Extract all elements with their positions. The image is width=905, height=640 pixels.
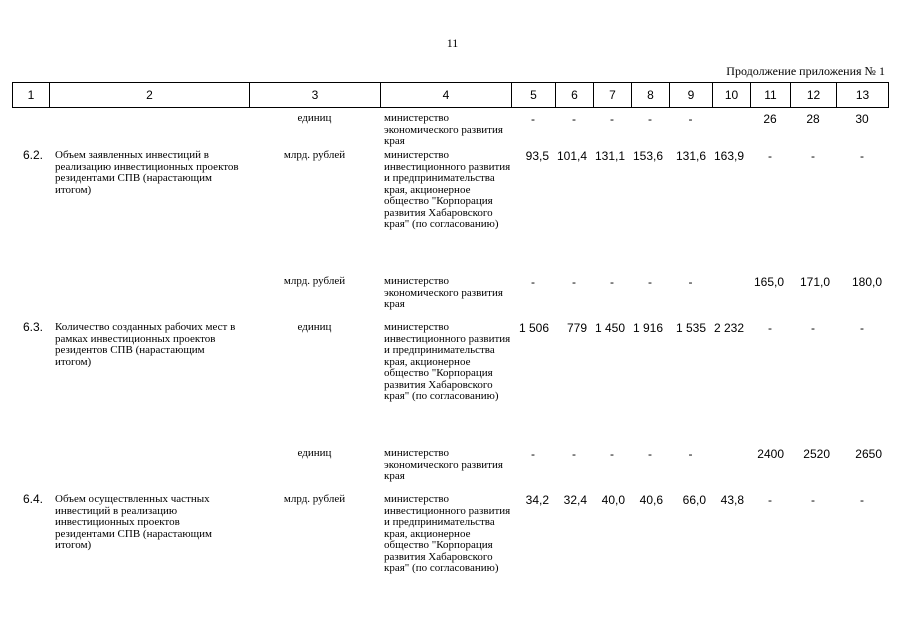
table-row bbox=[12, 492, 888, 614]
value-cell bbox=[712, 446, 750, 492]
header-cell: 3 bbox=[250, 83, 381, 108]
header-cell: 9 bbox=[670, 83, 713, 108]
header-cell: 11 bbox=[751, 83, 791, 108]
header-cell: 5 bbox=[512, 83, 556, 108]
value-cell: 2 232 bbox=[713, 321, 744, 335]
header-cell: 4 bbox=[381, 83, 512, 108]
unit-cell: млрд. рублей bbox=[283, 493, 346, 505]
indicator-name bbox=[49, 111, 249, 148]
header-cell: 7 bbox=[594, 83, 632, 108]
unit-cell: единиц bbox=[297, 447, 332, 459]
header-cell: 8 bbox=[632, 83, 670, 108]
value-cell: 101,4 bbox=[556, 149, 587, 163]
value-cell: - bbox=[531, 112, 535, 126]
value-cell: 26 bbox=[763, 112, 777, 126]
indicator-name: Объем осуществленных частных инвестиций в реализацию инвестиционных проектов резидентами СПВ (нарастающим итогом) bbox=[55, 493, 212, 551]
indicator-name: Объем заявленных инвестиций в реализацию инвестиционных проектов резидентами СПВ (нарастающим итогом) bbox=[55, 149, 239, 196]
value-cell: 1 450 bbox=[594, 321, 625, 335]
indicator-name bbox=[49, 446, 249, 492]
table-row bbox=[12, 111, 888, 148]
value-cell: - bbox=[688, 275, 693, 289]
executor-cell: министерство экономического развития края bbox=[384, 112, 503, 147]
table-header bbox=[12, 82, 889, 108]
value-cell: 1 916 bbox=[632, 321, 663, 335]
value-cell: - bbox=[768, 321, 772, 335]
executor-cell: министерство инвестиционного развития и предпринимательства края, акционерное общество "Корпорация развития Хабаровского края" (по согласованию) bbox=[384, 493, 511, 574]
value-cell: 779 bbox=[566, 321, 587, 335]
value-cell: 165,0 bbox=[753, 275, 784, 289]
value-cell: 131,6 bbox=[675, 149, 706, 163]
value-cell: - bbox=[572, 112, 576, 126]
table-row bbox=[12, 148, 888, 274]
executor-cell: министерство инвестиционного развития и предпринимательства края, акционерное общество "Корпорация развития Хабаровского края" (по согласованию) bbox=[384, 149, 511, 230]
unit-cell: единиц bbox=[297, 321, 332, 333]
header-cell: 13 bbox=[837, 83, 889, 108]
value-cell: 131,1 bbox=[594, 149, 625, 163]
value-cell: - bbox=[648, 447, 652, 461]
table-row bbox=[12, 320, 888, 446]
value-cell: - bbox=[531, 447, 535, 461]
unit-cell: единиц bbox=[297, 112, 332, 124]
value-cell: 171,0 bbox=[799, 275, 830, 289]
value-cell: 30 bbox=[855, 112, 869, 126]
continuation-caption: Продолжение приложения № 1 bbox=[726, 64, 885, 78]
indicator-name bbox=[49, 274, 249, 320]
row-number bbox=[12, 446, 49, 492]
value-cell: - bbox=[811, 321, 815, 335]
value-cell: - bbox=[531, 275, 535, 289]
value-cell: 28 bbox=[806, 112, 820, 126]
row-number bbox=[12, 274, 49, 320]
value-cell: 163,9 bbox=[713, 149, 744, 163]
value-cell: 1 506 bbox=[518, 321, 549, 335]
row-number bbox=[12, 111, 49, 148]
page-number: 11 bbox=[446, 36, 459, 50]
value-cell: 40,0 bbox=[601, 493, 625, 507]
executor-cell: министерство экономического развития края bbox=[384, 447, 503, 482]
value-cell: 40,6 bbox=[639, 493, 663, 507]
table-row bbox=[12, 274, 888, 320]
indicator-table bbox=[12, 111, 888, 614]
value-cell: - bbox=[610, 112, 614, 126]
value-cell: - bbox=[860, 493, 864, 507]
value-cell: 43,8 bbox=[720, 493, 744, 507]
unit-cell: млрд. рублей bbox=[283, 275, 346, 287]
value-cell: 66,0 bbox=[682, 493, 706, 507]
value-cell: 2520 bbox=[803, 447, 830, 461]
value-cell: 34,2 bbox=[525, 493, 549, 507]
value-cell: 93,5 bbox=[525, 149, 549, 163]
value-cell bbox=[712, 111, 750, 148]
value-cell: 180,0 bbox=[851, 275, 882, 289]
header-cell: 6 bbox=[556, 83, 594, 108]
value-cell: - bbox=[648, 275, 652, 289]
value-cell: 32,4 bbox=[563, 493, 587, 507]
value-cell: - bbox=[572, 447, 576, 461]
value-cell: - bbox=[860, 321, 864, 335]
value-cell: - bbox=[688, 112, 693, 126]
row-number: 6.2. bbox=[22, 148, 43, 162]
value-cell: - bbox=[610, 275, 614, 289]
header-cell: 1 bbox=[13, 83, 50, 108]
value-cell: 2650 bbox=[855, 447, 882, 461]
header-cell: 10 bbox=[713, 83, 751, 108]
table-row bbox=[12, 446, 888, 492]
header-cell: 12 bbox=[791, 83, 837, 108]
value-cell: 2400 bbox=[757, 447, 784, 461]
value-cell: - bbox=[811, 149, 815, 163]
value-cell: - bbox=[768, 149, 772, 163]
value-cell: - bbox=[860, 149, 864, 163]
value-cell: - bbox=[688, 447, 693, 461]
value-cell: - bbox=[768, 493, 772, 507]
header-cell: 2 bbox=[50, 83, 250, 108]
value-cell: - bbox=[648, 112, 652, 126]
value-cell: - bbox=[572, 275, 576, 289]
row-number: 6.4. bbox=[22, 492, 43, 506]
executor-cell: министерство экономического развития края bbox=[384, 275, 503, 310]
unit-cell: млрд. рублей bbox=[283, 149, 346, 161]
value-cell: 1 535 bbox=[675, 321, 706, 335]
row-number: 6.3. bbox=[22, 320, 43, 334]
value-cell: - bbox=[610, 447, 614, 461]
executor-cell: министерство инвестиционного развития и предпринимательства края, акционерное общество "Корпорация развития Хабаровского края" (по согласованию) bbox=[384, 321, 511, 402]
value-cell: 153,6 bbox=[632, 149, 663, 163]
indicator-name: Количество созданных рабочих мест в рамках инвестиционных проектов резидентов СПВ (нарастающим итогом) bbox=[55, 321, 236, 368]
value-cell bbox=[712, 274, 750, 320]
value-cell: - bbox=[811, 493, 815, 507]
